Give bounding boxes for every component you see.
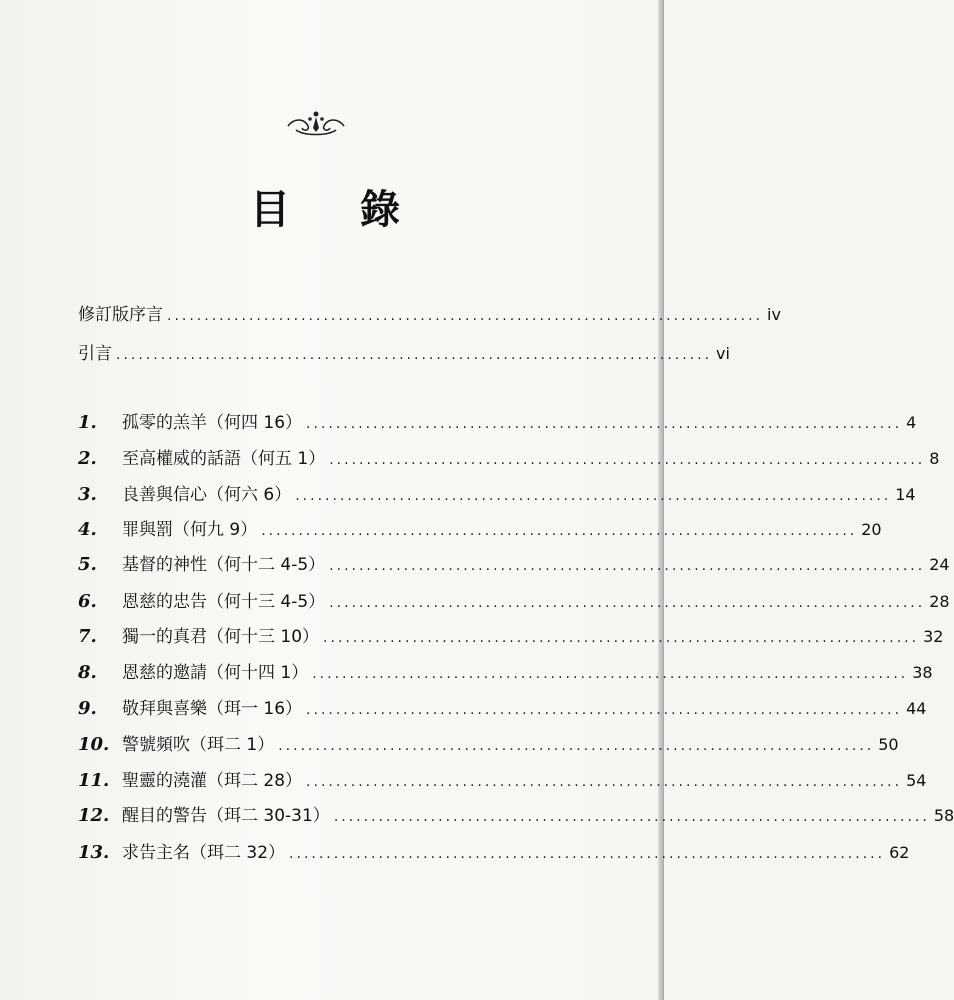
entry-page: 4 xyxy=(906,413,917,432)
chapter-number: 4. xyxy=(78,519,97,540)
toc-entry-introduction[interactable] xyxy=(0,341,730,367)
toc-entry-chapter-10[interactable] xyxy=(0,732,899,758)
dot-leader: ................................................................................ xyxy=(323,630,920,646)
toc-entry-chapter-13[interactable] xyxy=(0,840,910,866)
entry-page: 32 xyxy=(923,627,944,646)
entry-page: 44 xyxy=(906,699,927,718)
dot-leader: ................................................................................ xyxy=(329,452,926,468)
toc-entry-preface[interactable] xyxy=(0,302,781,328)
dot-leader: ................................................................................ xyxy=(278,738,875,754)
toc-entry-chapter-2[interactable] xyxy=(0,446,940,472)
toc-entry-chapter-11[interactable] xyxy=(0,768,927,794)
dot-leader: ................................................................................ xyxy=(312,666,909,682)
chapter-number: 2. xyxy=(78,448,97,469)
chapter-number: 9. xyxy=(78,698,97,719)
toc-entry-chapter-12[interactable] xyxy=(0,803,954,829)
entry-page: 54 xyxy=(906,771,927,790)
entry-label: 聖靈的澆灌（珥二 28） xyxy=(122,771,303,791)
entry-label: 獨一的真君（何十三 10） xyxy=(122,627,320,647)
chapter-number: 5. xyxy=(78,554,97,575)
chapter-number: 13. xyxy=(78,842,110,863)
chapter-number: 1. xyxy=(78,412,97,433)
entry-label: 恩慈的邀請（何十四 1） xyxy=(122,663,309,683)
dot-leader: ................................................................................ xyxy=(329,595,926,611)
toc-entry-chapter-6[interactable] xyxy=(0,589,950,615)
entry-page: 8 xyxy=(929,449,940,468)
entry-label: 警號頻吹（珥二 1） xyxy=(122,735,275,755)
chapter-number: 8. xyxy=(78,662,97,683)
chapter-number: 10. xyxy=(78,734,110,755)
toc-entry-chapter-5[interactable] xyxy=(0,552,950,578)
entry-page: 38 xyxy=(912,663,933,682)
dot-leader: ................................................................................ xyxy=(333,809,930,825)
dot-leader: ................................................................................ xyxy=(306,702,903,718)
entry-label: 罪與罰（何九 9） xyxy=(122,520,258,540)
dot-leader: ................................................................................ xyxy=(329,558,926,574)
entry-page: 14 xyxy=(895,485,916,504)
entry-page: 24 xyxy=(929,555,950,574)
dot-leader: ................................................................................ xyxy=(261,523,858,539)
entry-page: vi xyxy=(716,344,730,363)
dot-leader: ................................................................................ xyxy=(289,846,886,862)
toc-entry-chapter-7[interactable] xyxy=(0,624,944,650)
entry-label: 引言 xyxy=(78,344,112,364)
dot-leader: ................................................................................ xyxy=(306,774,903,790)
chapter-number: 6. xyxy=(78,591,97,612)
toc-entry-chapter-3[interactable] xyxy=(0,482,916,508)
entry-page: iv xyxy=(767,305,781,324)
entry-label: 醒目的警告（珥二 30-31） xyxy=(122,806,330,826)
toc-entry-chapter-4[interactable] xyxy=(0,517,882,543)
page-title: 目 錄 xyxy=(250,186,428,233)
entry-page: 50 xyxy=(878,735,899,754)
entry-label: 至高權威的話語（何五 1） xyxy=(122,449,326,469)
chapter-number: 11. xyxy=(78,770,110,791)
toc-entry-chapter-1[interactable] xyxy=(0,410,917,436)
entry-page: 28 xyxy=(929,592,950,611)
chapter-number: 7. xyxy=(78,626,97,647)
dot-leader: ................................................................................ xyxy=(295,488,892,504)
dot-leader: ................................................................................ xyxy=(116,347,713,363)
entry-label: 恩慈的忠告（何十三 4-5） xyxy=(122,592,326,612)
entry-label: 孤零的羔羊（何四 16） xyxy=(122,413,303,433)
toc-entry-chapter-9[interactable] xyxy=(0,696,927,722)
entry-label: 修訂版序言 xyxy=(78,305,163,325)
entry-page: 20 xyxy=(861,520,882,539)
chapter-number: 12. xyxy=(78,805,110,826)
entry-label: 求告主名（珥二 32） xyxy=(122,843,286,863)
entry-label: 敬拜與喜樂（珥一 16） xyxy=(122,699,303,719)
entry-page: 58 xyxy=(933,806,954,825)
chapter-number: 3. xyxy=(78,484,97,505)
toc-entry-chapter-8[interactable] xyxy=(0,660,933,686)
dot-leader: ................................................................................ xyxy=(167,308,764,324)
entry-page: 62 xyxy=(889,843,910,862)
dot-leader: ................................................................................ xyxy=(306,416,903,432)
entry-label: 基督的神性（何十二 4-5） xyxy=(122,555,326,575)
entry-label: 良善與信心（何六 6） xyxy=(122,485,292,505)
